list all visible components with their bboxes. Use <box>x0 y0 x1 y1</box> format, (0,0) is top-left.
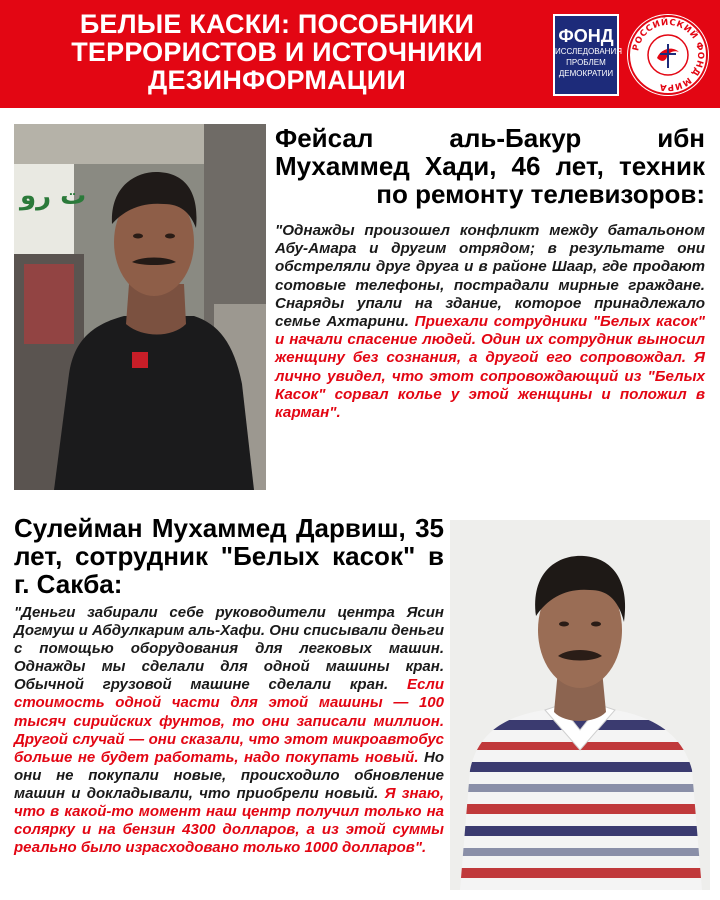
svg-text:ﺕ ﺭﻭ: ﺕ ﺭﻭ <box>20 181 87 211</box>
fund-logo <box>553 14 622 96</box>
portrait-photo-2 <box>450 520 710 890</box>
person-2-quote-highlight: Если стоимость одной части для этой машины — 100 тысяч сирийских фунтов, то они записали миллион. Другой случай — они сказали, что этот микроавтобус больше не будет работать, надо покупать новый. <box>14 676 444 766</box>
portrait-photo-1 <box>14 124 266 490</box>
fund-logo-title: ФОНД <box>558 26 614 46</box>
person-1-name: Фейсал аль-Бакур ибн Мухаммед Хади, 46 лет, техник по ремонту телевизоров: <box>275 123 705 209</box>
peace-fund-emblem-icon <box>627 14 709 96</box>
page-title: БЕЛЫЕ КАСКИ: ПОСОБНИКИ ТЕРРОРИСТОВ И ИСТОЧНИКИ ДЕЗИНФОРМАЦИИ <box>71 9 483 95</box>
person-2-name: Сулейман Мухаммед Дарвиш, 35 лет, сотрудник "Белых касок" в г. Сакба: <box>14 513 444 599</box>
portrait-2-image <box>450 520 710 890</box>
peace-fund-logo-text: РОССИЙСКИЙ ФОНД МИРА <box>631 17 706 93</box>
header-banner <box>0 0 720 108</box>
person-2-quote-text: "Деньги забирали себе руководители центра Ясин Догмуш и Абдулкарим аль-Хафи. Они списывали деньги с помощью оборудования для легковых машин. Однажды мы сделали для одной машины кран. Обычной грузовой машине сделали кран. <box>14 604 444 694</box>
fund-logo-line: ДЕМОКРАТИИ <box>558 69 614 78</box>
portrait-1-image <box>14 124 266 490</box>
person-2-quote-highlight: Я знаю, что в какой-то момент наш центр получил только на солярку и на бензин 4300 долларов, а из этой суммы реально было израсходовано только 1000 долларов". <box>14 784 444 857</box>
fund-logo-line: ИССЛЕДОВАНИЯ <box>555 47 622 56</box>
peace-fund-logo <box>627 14 709 96</box>
person-1-quote <box>275 222 705 422</box>
person-1-quote-text: "Однажды произошел конфликт между батальоном Абу-Амара и другим отрядом; в результате они обстреляли друг друга и в районе Шаар, где продают сотовые телефоны, пострадали мирные граждане. Снаряды упали на здание, которое принадлежало семье Ахтарини. <box>275 222 705 331</box>
person-2-quote-text: Но они не покупали новые, происходило обновление машин и докладывали, что приобрели новый. <box>14 748 445 802</box>
person-2-quote <box>14 604 444 857</box>
fund-logo-line: ПРОБЛЕМ <box>566 58 606 67</box>
person-1-quote-highlight: Приехали сотрудники "Белых касок" и начали спасение людей. Один их сотрудник выносил женщину без сознания, а другой его сопровождал. Я лично увидел, что этот сопровождающий из "Белых Касок" сорвал колье у этой женщины и положил в карман". <box>275 313 705 422</box>
